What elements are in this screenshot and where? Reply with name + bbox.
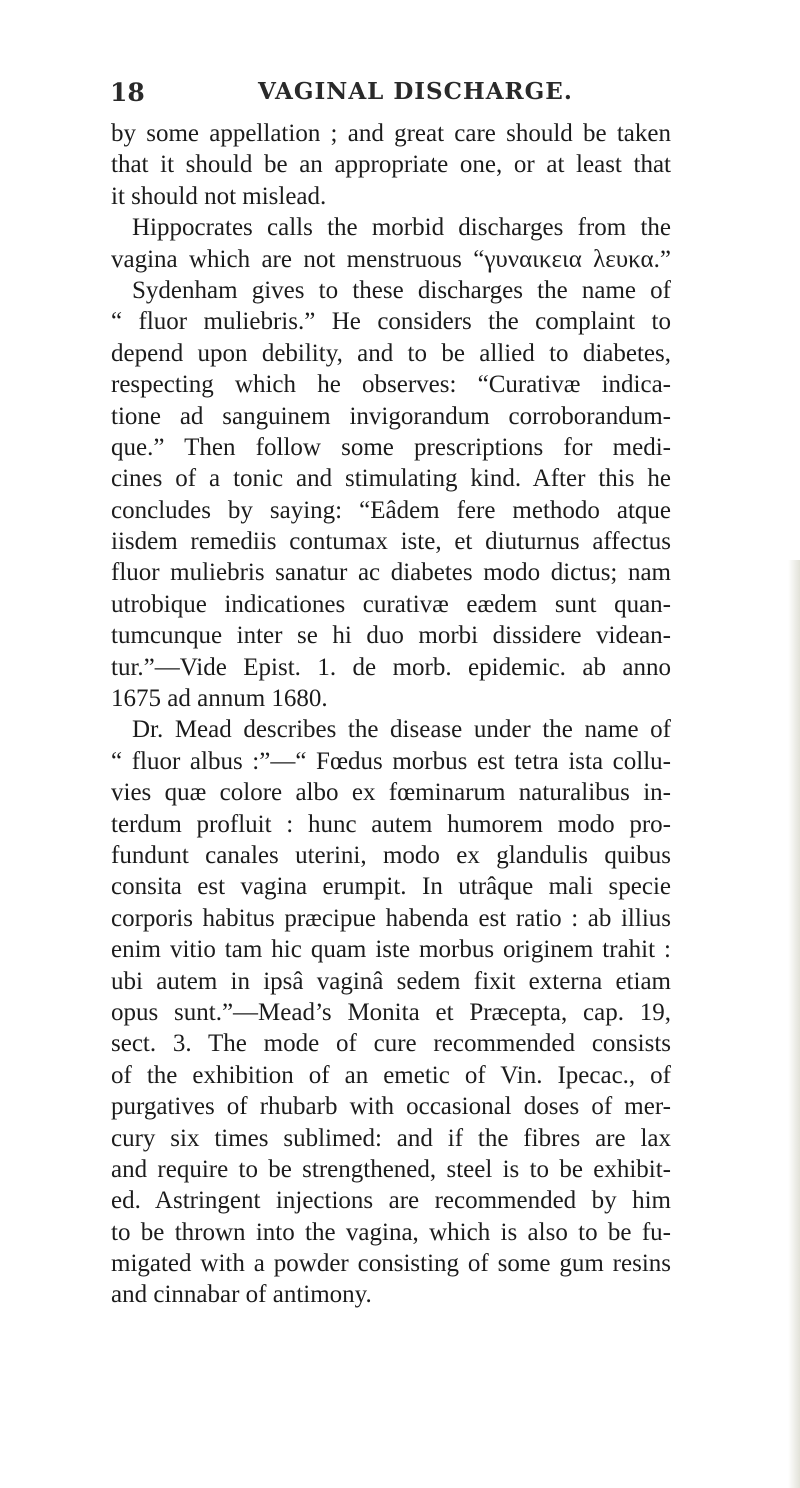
text-line: depend upon debility, and to be allied to diabetes,: [111, 339, 671, 367]
text-line: Dr. Mead describes the disease under the name of: [132, 716, 671, 744]
text-line: it should not mislead.: [111, 182, 327, 210]
text-line: cury six times sublimed: and if the fibres are lax: [111, 1124, 671, 1152]
text-line: purgatives of rhubarb with occasional doses of mer-: [111, 1093, 671, 1121]
text-line: ubi autem in ipsâ vaginâ sedem fixit externa etiam: [111, 967, 671, 995]
text-line: iisdem remediis contumax iste, et diuturnus affectus: [111, 528, 671, 556]
text-line: “ fluor albus :”—“ Fœdus morbus est tetra ista collu-: [111, 747, 671, 775]
text-line: corporis habitus præcipue habenda est ratio : ab illius: [111, 904, 671, 932]
text-line: “ fluor muliebris.” He considers the complaint to: [111, 308, 671, 336]
text-line: cines of a tonic and stimulating kind. After this he: [111, 465, 671, 493]
running-head: VAGINAL DISCHARGE.: [258, 78, 573, 105]
text-line: and require to be strengthened, steel is to be exhibit-: [111, 1155, 671, 1183]
text-line: by some appellation ; and great care should be taken: [111, 120, 671, 147]
text-line: that it should be an appropriate one, or at least that: [111, 151, 671, 179]
text-line: to be thrown into the vagina, which is also to be fu-: [111, 1218, 671, 1246]
text-line: fluor muliebris sanatur ac diabetes modo dictus; nam: [111, 559, 671, 587]
text-line: vies quæ colore albo ex fœminarum naturalibus in-: [111, 779, 671, 807]
text-line: consita est vagina erumpit. In utrâque mali specie: [111, 873, 671, 901]
text-line: tione ad sanguinem invigorandum corroborandum-: [111, 402, 671, 430]
text-line: 1675 ad annum 1680.: [111, 685, 328, 713]
text-line: tumcunque inter se hi duo morbi dissidere videan-: [111, 622, 671, 650]
text-line: opus sunt.”—Mead’s Monita et Præcepta, cap. 19,: [111, 998, 671, 1026]
text-line: terdum profluit : hunc autem humorem modo pro-: [111, 810, 671, 838]
text-line: ed. Astringent injections are recommended by him: [111, 1187, 671, 1215]
text-line: and cinnabar of antimony.: [111, 1281, 372, 1309]
text-line: fundunt canales uterini, modo ex glandulis quibus: [111, 841, 671, 869]
text-line: enim vitio tam hic quam iste morbus originem trahit :: [111, 936, 671, 964]
page-number: 18: [110, 78, 145, 107]
text-line: Hippocrates calls the morbid discharges from the: [132, 214, 671, 242]
text-line: concludes by saying: “Eâdem fere methodo atque: [111, 496, 671, 524]
text-line: que.” Then follow some prescriptions for medi-: [111, 433, 671, 461]
text-line: Sydenham gives to these discharges the name of: [132, 276, 671, 304]
text-line: respecting which he observes: “Curativæ indica-: [111, 371, 671, 399]
body-text: [111, 118, 671, 1311]
text-line: tur.”—Vide Epist. 1. de morb. epidemic. ab anno: [111, 653, 671, 681]
text-line: vagina which are not menstruous “γυναικεια λευκα.”: [111, 245, 671, 273]
text-line: migated with a powder consisting of some gum resins: [111, 1250, 671, 1278]
page-edge-shadow: [788, 560, 800, 1488]
text-line: sect. 3. The mode of cure recommended consists: [111, 1030, 671, 1058]
text-line: utrobique indicationes curativæ eædem sunt quan-: [111, 590, 671, 618]
text-line: of the exhibition of an emetic of Vin. Ipecac., of: [111, 1061, 671, 1089]
